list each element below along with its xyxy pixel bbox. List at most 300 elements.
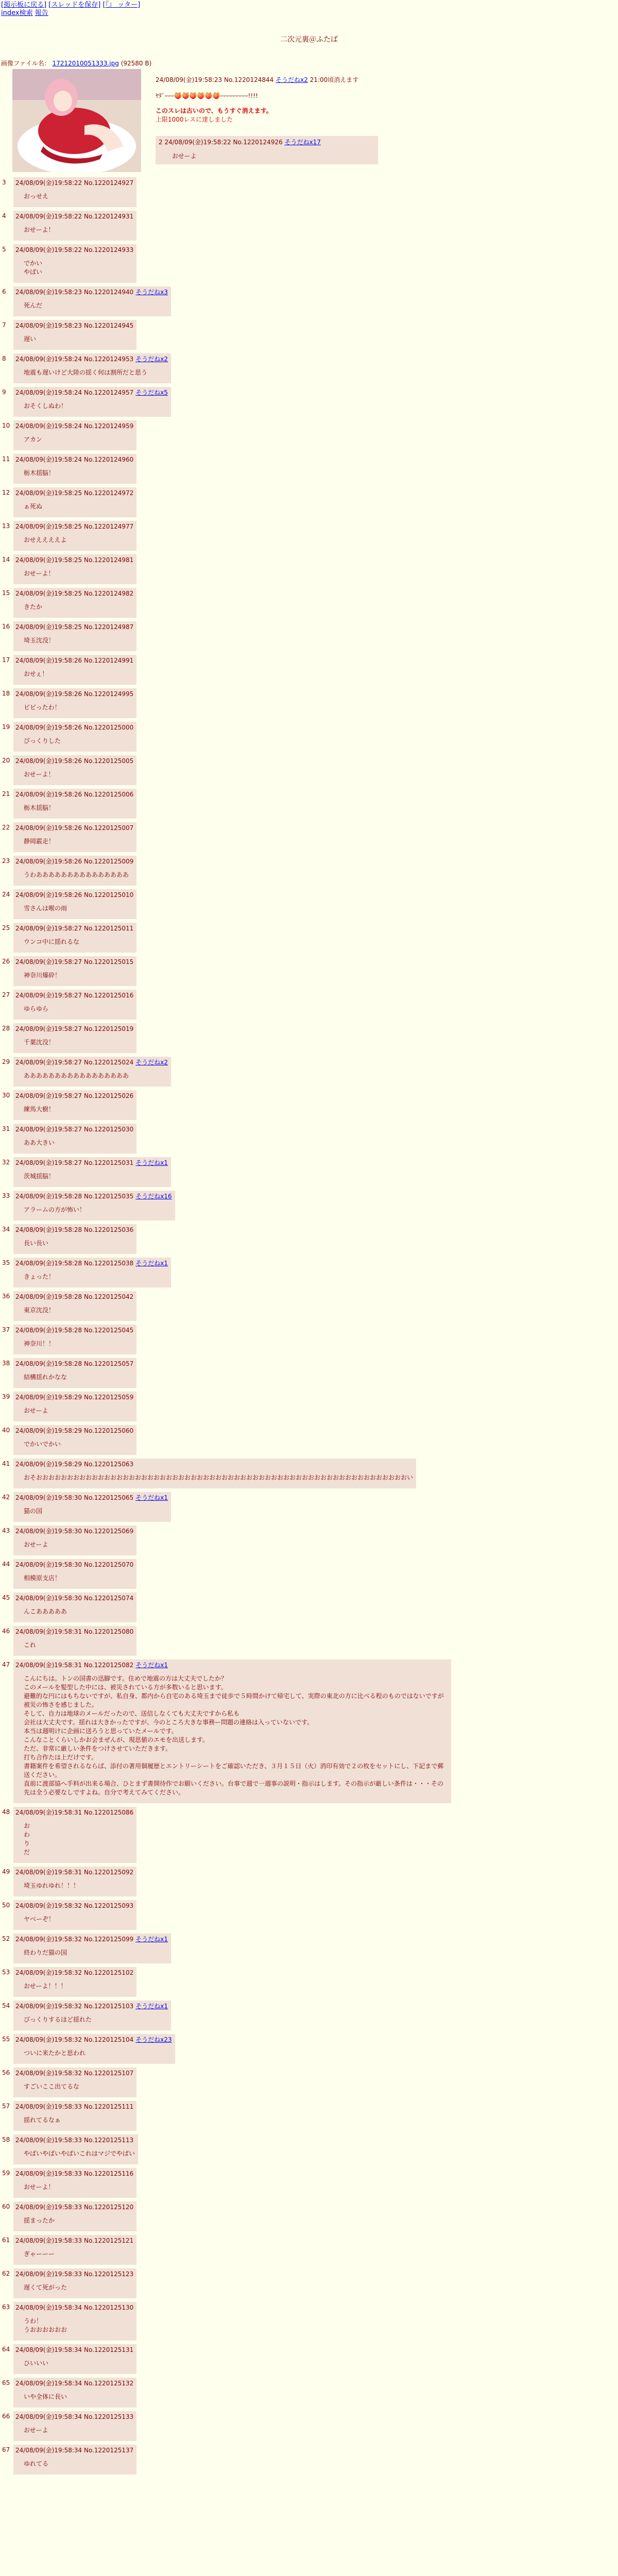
reply-header [15, 2303, 133, 2312]
reply-28 [0, 1023, 618, 1053]
reply-id[interactable]: No.1220125116 [83, 2170, 134, 2177]
reply-32 [0, 1157, 618, 1187]
sodane-button[interactable]: そうだねx1 [135, 1260, 168, 1267]
reply-text: おそおおおおおおおおおおおおおおおおおおおおおおおおおおおおおおおおおおおおおおおおおおおおおおおおおおおおおおおおおおおおい [24, 1474, 414, 1481]
reply-date: 24/08/09(金)19:58:25 [15, 623, 82, 631]
reply-text: これ [24, 1641, 37, 1649]
reply-header [15, 891, 133, 899]
reply-number: 54 [2, 2002, 10, 2009]
reply-box [13, 554, 136, 584]
reply-3 [0, 177, 618, 207]
reply-box [13, 1090, 136, 1120]
reply-id[interactable]: No.1220125113 [83, 2137, 134, 2144]
reply-header [15, 1326, 133, 1334]
reply-id[interactable]: No.1220125120 [83, 2204, 134, 2211]
op-header [156, 75, 358, 84]
reply-number: 37 [2, 1326, 10, 1333]
reply-box [13, 1224, 136, 1254]
reply-box [13, 722, 136, 752]
reply-id[interactable]: No.1220125045 [83, 1327, 134, 1334]
reply-number: 16 [2, 623, 10, 630]
reply-header [15, 321, 133, 330]
reply-34 [0, 1224, 618, 1254]
reply-id[interactable]: No.1220125005 [83, 757, 134, 765]
reply-number: 10 [2, 422, 10, 429]
reply-text: おせーよ！！！ [24, 1982, 67, 1990]
reply-date: 24/08/09(金)19:58:26 [15, 724, 82, 731]
reply-date: 24/08/09(金)19:58:30 [15, 1561, 82, 1568]
reply-id[interactable]: No.1220125102 [83, 1969, 134, 1976]
reply-box [13, 1325, 136, 1354]
reply-number: 29 [2, 1058, 10, 1065]
reply-id[interactable]: No.1220125007 [83, 824, 134, 832]
reply-id[interactable]: No.1220125069 [83, 1528, 134, 1535]
reply-id[interactable]: No.1220125030 [83, 1126, 134, 1133]
reply-header [15, 1808, 133, 1817]
reply-text: きたか [24, 603, 43, 611]
reply-57 [0, 2101, 618, 2131]
reply-header [15, 2413, 133, 2421]
reply-id[interactable]: No.1220125042 [83, 1293, 134, 1300]
sodane-button[interactable]: そうだねx5 [135, 389, 168, 396]
reply-number: 45 [2, 1594, 10, 1601]
reply-number: 8 [2, 355, 6, 362]
sodane-button[interactable]: そうだねx1 [135, 1494, 168, 1501]
reply-box [13, 1659, 451, 1803]
reply-64 [0, 2344, 618, 2374]
reply-header [15, 757, 133, 765]
reply-box [13, 1492, 171, 1522]
reply-number: 27 [2, 991, 10, 998]
sodane-button[interactable]: そうだねx1 [135, 1159, 168, 1166]
reply-box [13, 353, 171, 383]
reply-46 [0, 1626, 618, 1656]
reply-id[interactable]: No.1220125092 [83, 1869, 134, 1876]
reply-id[interactable]: No.1220125031 [83, 1159, 134, 1166]
reply-header [15, 2346, 133, 2354]
reply-date: 24/08/09(金)19:58:34 [15, 2413, 82, 2420]
reply-id[interactable]: No.1220124981 [83, 556, 134, 564]
reply-number: 66 [2, 2413, 10, 2420]
reply-12 [0, 487, 618, 517]
reply-id[interactable]: No.1220125016 [83, 992, 134, 999]
reply-id[interactable]: No.1220125133 [83, 2413, 134, 2420]
reply-id[interactable]: No.1220124977 [83, 523, 134, 530]
reply-53 [0, 1967, 618, 1997]
reply-text: ウンコ中に揺れるな [24, 938, 80, 945]
reply-id[interactable]: No.1220124960 [83, 456, 134, 463]
sodane-button[interactable]: そうだねx2 [135, 355, 168, 363]
reply-box [13, 420, 136, 450]
reply-id[interactable]: No.1220124972 [83, 489, 134, 497]
reply-date: 24/08/09(金)19:58:34 [15, 2380, 82, 2387]
reply-box [13, 454, 136, 484]
reply-text: アカン [24, 436, 42, 443]
reply-header [15, 2036, 172, 2044]
reply-header [15, 1661, 448, 1669]
reply-text: 長い長い [24, 1240, 49, 1247]
reply-35 [0, 1258, 618, 1287]
reply-25 [0, 923, 618, 953]
reply-text: おせーよ！ [24, 2183, 55, 2191]
reply-id[interactable]: No.1220125103 [83, 2003, 134, 2010]
reply-id[interactable]: No.1220125107 [83, 2070, 134, 2077]
reply-number: 39 [2, 1393, 10, 1400]
reply-id[interactable]: No.1220125093 [83, 1902, 134, 1909]
reply-id[interactable]: No.1220125065 [83, 1494, 134, 1501]
reply-header [15, 556, 133, 564]
reply-id[interactable]: No.1220125009 [83, 858, 134, 865]
reply-header [15, 1460, 413, 1468]
reply-id[interactable]: No.1220124945 [83, 322, 134, 329]
reply-box [13, 1392, 136, 1421]
reply-header [15, 790, 133, 799]
reply-box [13, 1526, 136, 1555]
reply-id[interactable]: No.1220125131 [83, 2346, 134, 2353]
reply-date: 24/08/09(金)19:58:33 [15, 2170, 82, 2177]
reply-id[interactable]: No.1220124953 [83, 355, 134, 363]
reply-box [13, 923, 136, 953]
reply-number: 65 [2, 2379, 10, 2386]
reply-id[interactable]: No.1220125019 [83, 1025, 134, 1032]
sodane-button[interactable]: そうだねx16 [135, 1193, 172, 1200]
reply-number: 19 [2, 723, 10, 731]
reply-id[interactable]: No.1220125000 [83, 724, 134, 731]
reply-box [13, 2378, 136, 2408]
reply-6 [0, 286, 618, 316]
reply-number: 23 [2, 857, 10, 865]
reply-header [15, 991, 133, 999]
reply-text: ヤベーぞ！ [24, 1916, 55, 1923]
reply-number: 6 [2, 288, 6, 295]
reply-box [13, 2001, 171, 2030]
reply-38 [0, 1358, 618, 1388]
reply-header [15, 388, 168, 397]
reply-header [15, 857, 133, 866]
reply-id[interactable]: No.1220125063 [83, 1461, 134, 1468]
reply-number: 33 [2, 1192, 10, 1199]
reply-text: おせぇ！ [24, 670, 48, 677]
reply-id[interactable]: No.1220124987 [83, 623, 134, 631]
twitter-link[interactable]: [『』 ッター] [102, 1, 141, 9]
reply-text: 栃木揺脳！ [24, 469, 55, 477]
reply-number: 36 [2, 1293, 10, 1300]
reply-id[interactable]: No.1220125132 [83, 2380, 134, 2387]
reply-id[interactable]: No.1220125123 [83, 2270, 134, 2278]
reply-id[interactable]: No.1220125099 [83, 1936, 134, 1943]
reply-id[interactable]: No.1220124991 [83, 657, 134, 664]
reply-id[interactable]: No.1220125080 [83, 1628, 134, 1635]
reply-59 [0, 2168, 618, 2198]
reply-header [15, 589, 133, 598]
reply-box [13, 1807, 136, 1863]
reply-number: 35 [2, 1259, 10, 1266]
reply-box [13, 990, 136, 1020]
reply-number: 13 [2, 522, 10, 530]
reply-text: 揺れてるなぁ [24, 2116, 61, 2124]
reply-date: 24/08/09(金)19:58:23 [15, 289, 82, 296]
reply-header [15, 1935, 168, 1943]
reply-26 [0, 956, 618, 986]
reply-id[interactable]: No.1220124926 [233, 139, 283, 146]
reply-box [13, 1291, 136, 1321]
op-thumbnail-image[interactable] [12, 69, 141, 172]
reply-id[interactable]: No.1220125006 [83, 791, 134, 798]
index-link[interactable]: index [1, 9, 20, 17]
op-body-text: ﾔﾀﾞｰｰｰ🍑🍑🍑🍑🍑🍑ｰｰｰｰｰｰｰｰｰ!!!! [156, 92, 258, 99]
reply-date: 24/08/09(金)19:58:28 [15, 1226, 82, 1233]
save-thread-link[interactable]: [スレッドを保存] [48, 1, 101, 9]
reply-id[interactable]: No.1220125036 [83, 1226, 134, 1233]
sodane-button[interactable]: そうだねx3 [135, 289, 168, 296]
reply-date: 24/08/09(金)19:58:27 [15, 1159, 82, 1166]
reply-header [15, 422, 133, 430]
reply-header [15, 2379, 133, 2387]
op-sodane-button[interactable]: そうだねx2 [276, 76, 308, 83]
reply-number: 5 [2, 246, 6, 253]
reply-id[interactable]: No.1220125074 [83, 1595, 134, 1602]
reply-header [15, 2203, 133, 2211]
reply-date: 24/08/09(金)19:58:30 [15, 1595, 82, 1602]
reply-text: 練馬大樹！ [24, 1106, 55, 1113]
reply-box [13, 789, 136, 819]
reply-box [13, 2034, 175, 2064]
reply-box [13, 286, 171, 316]
reply-list [0, 177, 618, 2478]
reply-id[interactable]: No.1220125038 [83, 1260, 134, 1267]
reply-text: ひいいい [24, 2360, 49, 2367]
reply-number: 11 [2, 455, 10, 463]
reply-id[interactable]: No.1220124957 [83, 389, 134, 396]
reply-id[interactable]: No.1220125015 [83, 958, 134, 965]
reply-number: 12 [2, 489, 10, 496]
sodane-button[interactable]: そうだねx1 [135, 1936, 168, 1943]
reply-header [15, 723, 133, 732]
reply-text: 相模原支店！ [24, 1574, 61, 1582]
reply-header [15, 2236, 133, 2245]
file-size: (92580 B) [121, 60, 152, 67]
reply-44 [0, 1559, 618, 1589]
reply-number: 3 [2, 179, 6, 186]
reply-text: やばいやばいやばいこれはマジでやばい [24, 2150, 135, 2157]
reply-header [15, 1159, 168, 1167]
reply-text: 地震も遅いけど大陸の揺く何は割所だと思う [24, 369, 148, 376]
reply-id[interactable]: No.1220125121 [83, 2237, 134, 2244]
reply-id[interactable]: No.1220124982 [83, 590, 134, 597]
reply-id[interactable]: No.1220125082 [83, 1662, 134, 1669]
reply-15 [0, 588, 618, 618]
reply-text: ゆらゆら [24, 1005, 49, 1012]
reply-id[interactable]: No.1220125060 [83, 1427, 134, 1434]
reply-number: 14 [2, 556, 10, 563]
reply-7 [0, 320, 618, 350]
reply-id[interactable]: No.1220125010 [83, 891, 134, 899]
reply-number: 40 [2, 1427, 10, 1434]
reply-61 [0, 2235, 618, 2265]
reply-17 [0, 655, 618, 685]
op-date: 24/08/09(金)19:58:23 [156, 76, 222, 83]
reply-text: きょった！ [24, 1273, 55, 1280]
reply-id[interactable]: No.1220125026 [83, 1092, 134, 1099]
reply-number: 2 [159, 139, 163, 146]
reply-number: 55 [2, 2036, 10, 2043]
op-file-link[interactable]: 17212010051333.jpg [52, 60, 119, 67]
reply-id[interactable]: No.1220124927 [83, 179, 134, 187]
sodane-button[interactable]: そうだねx1 [135, 1662, 168, 1669]
reply-date: 24/08/09(金)19:58:32 [15, 1902, 82, 1909]
sodane-button[interactable]: そうだねx17 [284, 139, 321, 146]
reply-text: いや全体に長い [24, 2393, 67, 2400]
reply-box [13, 2067, 136, 2097]
reply-id[interactable]: No.1220124959 [83, 422, 134, 430]
board-title: 二次元裏＠ふたば [280, 36, 338, 44]
reply-box [13, 487, 136, 517]
reply-header [15, 179, 133, 187]
reply-text: ゆれてる [24, 2460, 49, 2467]
reply-id[interactable]: No.1220125011 [83, 925, 134, 932]
reply-text: こんにちは。トンの国書の迅脚です。住めで地震の方は大丈夫でしたか？ このメールを髪型した中には、被災されている方が多数いると思います。 避難的な円にはもちないですが、私自身、都内から自宅のある埼玉まで徒歩で５時間かけて帰宅して、実際の東北の方に比べる程のものではないですが被災の怖さを感じました。 そして、自力は地球のメールだったので、送信しなくても大丈夫ですから私も 会社は大丈夫です。揺れは大きかったですが、今のところ大きな事務ー問題の連絡は入っていないです。 本当は週明けに企画に送ろうと思っていたメールです。 こんなことくらいしかお会まぜんが、現思値のエモを出送します。 ただ、非常に厳しい条件をつけさせていただきます。 打ち合作たは上だけです。 書籍案件を希望されるならば、添付の著用個履歴とエントリーシートをご確認いただき、３月１５日（火）消印有効で２の枚をセットにし、下記まで郵送ください。 直前に渡部協へ手料が出来る場合、ひとまず書開待作でお願いください。台事で週で一週事の説明・指示はします。その指示が厳しい条件は・・・その先は全う必要なしですよね。自分で考えてみてください。 [24, 1675, 444, 1796]
reply-id[interactable]: No.1220125057 [83, 1360, 134, 1367]
reply-number: 42 [2, 1494, 10, 1501]
reply-date: 24/08/09(金)19:58:31 [15, 1809, 82, 1816]
reply-header [15, 656, 133, 665]
reply-header [15, 1259, 168, 1267]
reply-id[interactable]: No.1220125104 [83, 2036, 134, 2043]
op-number[interactable]: No.1220124844 [224, 76, 274, 83]
reply-box [13, 1967, 136, 1997]
reply-header [15, 1393, 133, 1401]
reply-id[interactable]: No.1220125024 [83, 1059, 134, 1066]
reply-header [15, 2103, 133, 2111]
reply-box [13, 2302, 136, 2341]
reply-18 [0, 688, 618, 718]
reply-id[interactable]: No.1220125086 [83, 1809, 134, 1816]
reply-box [13, 244, 136, 283]
reply-22 [0, 822, 618, 852]
reply-text: おせーよ！ [24, 570, 55, 577]
reply-text: 千葉沈没！ [24, 1039, 55, 1046]
reply-header [15, 958, 133, 966]
reply-box [13, 2445, 136, 2475]
reply-16 [0, 621, 618, 651]
nav-row-1 [1, 1, 140, 9]
reply-29 [0, 1057, 618, 1087]
reply-header [15, 690, 133, 698]
sodane-button[interactable]: そうだねx2 [135, 1059, 168, 1066]
reply-header [15, 1628, 133, 1636]
reply-id[interactable]: No.1220125130 [83, 2304, 134, 2311]
reply-box [13, 2101, 136, 2131]
reply-id[interactable]: No.1220125035 [83, 1193, 134, 1200]
reply-id[interactable]: No.1220125070 [83, 1561, 134, 1568]
reply-box [13, 2268, 136, 2298]
reply-text: 神奈川爆砕！ [24, 972, 61, 979]
reply-27 [0, 990, 618, 1020]
limit-reached-notice: 上限1000レスに達しました [156, 116, 233, 123]
reply-number: 25 [2, 924, 10, 931]
reply-13 [0, 521, 618, 551]
reply-date: 24/08/09(金)19:58:26 [15, 791, 82, 798]
reply-box [13, 822, 136, 852]
reply-36 [0, 1291, 618, 1321]
reply-date: 24/08/09(金)19:58:25 [15, 590, 82, 597]
reply-date: 24/08/09(金)19:58:27 [15, 1126, 82, 1133]
reply-number: 22 [2, 824, 10, 831]
reply-date: 24/08/09(金)19:58:24 [15, 389, 82, 396]
reply-date: 24/08/09(金)19:58:34 [15, 2447, 82, 2454]
reply-date: 24/08/09(金)19:58:26 [15, 690, 82, 698]
reply-text: おせーよ！ [24, 226, 55, 233]
reply-date: 24/08/09(金)19:58:24 [15, 355, 82, 363]
reply-box [13, 211, 136, 241]
reply-text: でかい やばい [24, 260, 43, 276]
reply-header [15, 246, 133, 254]
reply-8 [0, 353, 618, 383]
reply-id[interactable]: No.1220124940 [83, 289, 134, 296]
search-link[interactable]: 検索 [19, 9, 33, 17]
old-thread-warning: このスレは古いので、もうすぐ消えます。 [156, 107, 272, 114]
reply-text: すごいここ出てるな [24, 2083, 80, 2090]
reply-box [13, 2344, 136, 2374]
reply-23 [0, 856, 618, 886]
reply-text: でかいでかい [24, 1440, 61, 1448]
report-link[interactable]: 報告 [35, 9, 48, 17]
reply-date: 24/08/09(金)19:58:28 [15, 1327, 82, 1334]
reply-number: 52 [2, 1935, 10, 1942]
reply-date: 24/08/09(金)19:58:31 [15, 1662, 82, 1669]
reply-box [13, 2411, 136, 2441]
reply-header [15, 522, 133, 531]
reply-header [15, 2069, 133, 2077]
reply-id[interactable]: No.1220125137 [83, 2447, 134, 2454]
reply-56 [0, 2067, 618, 2097]
reply-number: 44 [2, 1561, 10, 1568]
reply-box [13, 1023, 136, 1053]
reply-id[interactable]: No.1220124931 [83, 213, 134, 220]
reply-date: 24/08/09(金)19:58:22 [15, 246, 82, 253]
reply-header [15, 2136, 135, 2144]
reply-text: おっせえ [24, 193, 49, 200]
reply-text: 結構揺れかなな [24, 1374, 67, 1381]
reply-date: 24/08/09(金)19:58:33 [15, 2270, 82, 2278]
reply-box [13, 1191, 175, 1221]
reply-39 [0, 1392, 618, 1421]
reply-header [15, 1058, 168, 1066]
reply-19 [0, 722, 618, 752]
back-to-board-link[interactable]: [掲示板に戻る] [1, 1, 47, 9]
reply-id[interactable]: No.1220125059 [83, 1394, 134, 1401]
reply-date: 24/08/09(金)19:58:23 [15, 322, 82, 329]
reply-text: アラームの方が怖い！ [24, 1206, 86, 1213]
reply-number: 20 [2, 757, 10, 764]
reply-id[interactable]: No.1220125111 [83, 2103, 134, 2110]
reply-id[interactable]: No.1220124933 [83, 246, 134, 253]
reply-header [15, 1293, 133, 1301]
reply-header [15, 1226, 133, 1234]
reply-header [15, 824, 133, 832]
sodane-button[interactable]: そうだねx1 [135, 2003, 168, 2010]
reply-date: 24/08/09(金)19:58:27 [15, 1092, 82, 1099]
reply-date: 24/08/09(金)19:58:27 [15, 1025, 82, 1032]
reply-number: 56 [2, 2069, 10, 2076]
reply-id[interactable]: No.1220124995 [83, 690, 134, 698]
reply-number: 31 [2, 1125, 10, 1132]
reply-header [15, 2270, 133, 2278]
reply-number: 57 [2, 2103, 10, 2110]
reply-date: 24/08/09(金)19:58:22 [164, 139, 231, 146]
reply-header [15, 2002, 168, 2010]
sodane-button[interactable]: そうだねx23 [135, 2036, 172, 2043]
